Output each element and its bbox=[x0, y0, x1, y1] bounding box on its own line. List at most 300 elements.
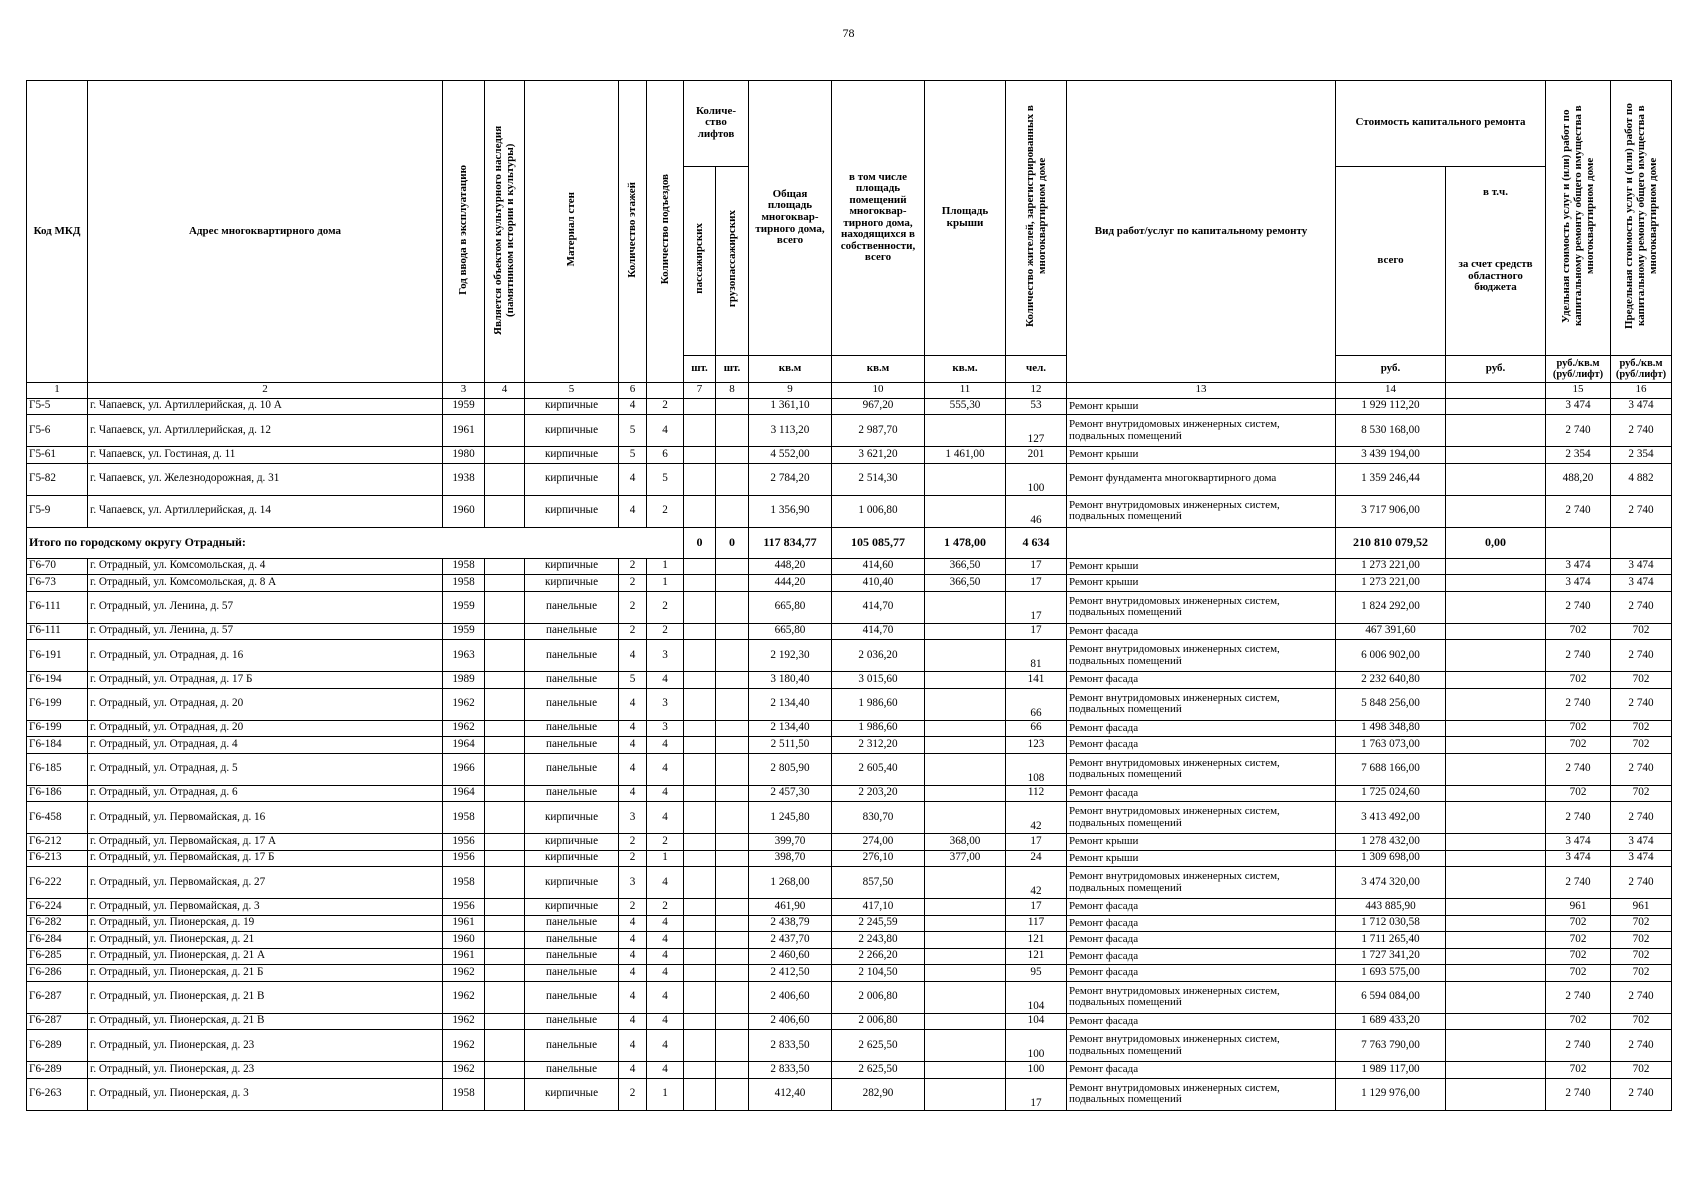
col-limit-cost-header: Предельная стоимость услуг и (или) работ по капитальному ремонту общего имущества в многоквартирном доме bbox=[1611, 81, 1672, 356]
row-lifts-cargo bbox=[716, 1078, 749, 1110]
row-lifts-cargo bbox=[716, 720, 749, 737]
row-owned-area: 2 203,20 bbox=[832, 785, 925, 802]
row-owned-area: 857,50 bbox=[832, 867, 925, 899]
row-roof-area bbox=[925, 1030, 1006, 1062]
rows-chapaevsk bbox=[27, 398, 1672, 527]
row-work-type: Ремонт фасада bbox=[1067, 932, 1336, 949]
row-lifts-pass bbox=[684, 688, 716, 720]
table-row bbox=[27, 981, 1672, 1013]
row-code: Г6-199 bbox=[27, 688, 88, 720]
row-cost-total: 1 273 221,00 bbox=[1336, 558, 1446, 575]
row-limit-cost: 702 bbox=[1611, 623, 1672, 640]
row-lifts-cargo bbox=[716, 591, 749, 623]
row-entrances: 4 bbox=[647, 672, 684, 689]
row-heritage bbox=[485, 867, 525, 899]
total-row bbox=[27, 527, 1672, 558]
row-heritage bbox=[485, 447, 525, 464]
row-heritage bbox=[485, 785, 525, 802]
row-total-area: 2 134,40 bbox=[749, 720, 832, 737]
row-work-type: Ремонт внутридомовых инженерных систем, подвальных помещений bbox=[1067, 753, 1336, 785]
row-lifts-cargo bbox=[716, 981, 749, 1013]
row-year: 1959 bbox=[443, 591, 485, 623]
row-floors: 4 bbox=[619, 688, 647, 720]
row-floors: 4 bbox=[619, 965, 647, 982]
row-lifts-pass bbox=[684, 591, 716, 623]
row-material: кирпичные bbox=[525, 575, 619, 592]
row-owned-area: 3 621,20 bbox=[832, 447, 925, 464]
regional-budget-label: за счет средств областного бюджета bbox=[1458, 257, 1533, 294]
row-year: 1960 bbox=[443, 495, 485, 527]
row-cost-total: 3 413 492,00 bbox=[1336, 802, 1446, 834]
table-row bbox=[27, 850, 1672, 867]
row-lifts-pass bbox=[684, 948, 716, 965]
row-material: кирпичные bbox=[525, 398, 619, 415]
row-lifts-pass bbox=[684, 672, 716, 689]
row-heritage bbox=[485, 850, 525, 867]
row-material: кирпичные bbox=[525, 447, 619, 464]
row-limit-cost: 2 740 bbox=[1611, 640, 1672, 672]
row-owned-area: 2 006,80 bbox=[832, 1013, 925, 1030]
row-lifts-pass bbox=[684, 415, 716, 447]
row-residents: 104 bbox=[1006, 1013, 1067, 1030]
total-lifts-pass: 0 bbox=[684, 527, 716, 558]
row-floors: 4 bbox=[619, 737, 647, 754]
row-lifts-pass bbox=[684, 737, 716, 754]
row-unit-cost: 702 bbox=[1546, 1062, 1611, 1079]
row-entrances: 3 bbox=[647, 688, 684, 720]
row-cost-regional bbox=[1446, 688, 1546, 720]
row-cost-total: 443 885,90 bbox=[1336, 899, 1446, 916]
col-work-type-header: Вид работ/услуг по капитальному ремонту bbox=[1067, 81, 1336, 383]
row-heritage bbox=[485, 688, 525, 720]
row-unit-cost: 3 474 bbox=[1546, 575, 1611, 592]
row-lifts-cargo bbox=[716, 463, 749, 495]
row-roof-area bbox=[925, 965, 1006, 982]
row-lifts-pass bbox=[684, 1013, 716, 1030]
row-limit-cost: 702 bbox=[1611, 1062, 1672, 1079]
row-lifts-pass bbox=[684, 915, 716, 932]
row-limit-cost: 2 740 bbox=[1611, 688, 1672, 720]
row-material: кирпичные bbox=[525, 899, 619, 916]
row-limit-cost: 2 740 bbox=[1611, 415, 1672, 447]
row-cost-total: 8 530 168,00 bbox=[1336, 415, 1446, 447]
row-code: Г6-73 bbox=[27, 575, 88, 592]
row-total-area: 2 460,60 bbox=[749, 948, 832, 965]
row-heritage bbox=[485, 415, 525, 447]
total-cost: 210 810 079,52 bbox=[1336, 527, 1446, 558]
row-limit-cost: 702 bbox=[1611, 915, 1672, 932]
row-cost-total: 1 929 112,20 bbox=[1336, 398, 1446, 415]
row-cost-regional bbox=[1446, 447, 1546, 464]
row-heritage bbox=[485, 737, 525, 754]
row-lifts-pass bbox=[684, 981, 716, 1013]
row-material: панельные bbox=[525, 753, 619, 785]
table-row bbox=[27, 965, 1672, 982]
row-cost-regional bbox=[1446, 737, 1546, 754]
row-entrances: 1 bbox=[647, 558, 684, 575]
row-code: Г6-222 bbox=[27, 867, 88, 899]
row-roof-area bbox=[925, 753, 1006, 785]
row-year: 1961 bbox=[443, 415, 485, 447]
row-unit-cost: 2 740 bbox=[1546, 495, 1611, 527]
row-residents: 117 bbox=[1006, 915, 1067, 932]
row-owned-area: 274,00 bbox=[832, 834, 925, 851]
row-code: Г6-224 bbox=[27, 899, 88, 916]
row-work-type: Ремонт фасада bbox=[1067, 672, 1336, 689]
row-total-area: 3 180,40 bbox=[749, 672, 832, 689]
row-cost-regional bbox=[1446, 867, 1546, 899]
row-total-area: 412,40 bbox=[749, 1078, 832, 1110]
row-lifts-cargo bbox=[716, 737, 749, 754]
row-heritage bbox=[485, 1078, 525, 1110]
row-total-area: 461,90 bbox=[749, 899, 832, 916]
row-limit-cost: 961 bbox=[1611, 899, 1672, 916]
row-address: г. Отрадный, ул. Отрадная, д. 16 bbox=[88, 640, 443, 672]
row-material: панельные bbox=[525, 915, 619, 932]
row-limit-cost: 3 474 bbox=[1611, 575, 1672, 592]
table-row bbox=[27, 737, 1672, 754]
row-unit-cost: 702 bbox=[1546, 948, 1611, 965]
table-row bbox=[27, 447, 1672, 464]
row-floors: 2 bbox=[619, 623, 647, 640]
col-heritage-header: Является объектом культурного наследия (памятником истории и культуры) bbox=[485, 81, 525, 383]
row-limit-cost: 702 bbox=[1611, 1013, 1672, 1030]
row-entrances: 4 bbox=[647, 867, 684, 899]
table-row bbox=[27, 463, 1672, 495]
row-limit-cost: 702 bbox=[1611, 737, 1672, 754]
row-roof-area: 1 461,00 bbox=[925, 447, 1006, 464]
row-cost-total: 3 717 906,00 bbox=[1336, 495, 1446, 527]
total-section bbox=[27, 527, 1672, 558]
row-entrances: 2 bbox=[647, 834, 684, 851]
row-lifts-pass bbox=[684, 398, 716, 415]
table-row bbox=[27, 415, 1672, 447]
row-residents: 123 bbox=[1006, 737, 1067, 754]
row-lifts-pass bbox=[684, 640, 716, 672]
row-lifts-cargo bbox=[716, 753, 749, 785]
row-floors: 3 bbox=[619, 802, 647, 834]
row-material: панельные bbox=[525, 785, 619, 802]
row-total-area: 2 784,20 bbox=[749, 463, 832, 495]
row-unit-cost: 2 740 bbox=[1546, 1078, 1611, 1110]
row-limit-cost: 2 740 bbox=[1611, 981, 1672, 1013]
row-work-type: Ремонт фасада bbox=[1067, 1062, 1336, 1079]
row-material: панельные bbox=[525, 672, 619, 689]
row-unit-cost: 2 740 bbox=[1546, 981, 1611, 1013]
row-lifts-cargo bbox=[716, 688, 749, 720]
row-total-area: 1 361,10 bbox=[749, 398, 832, 415]
row-residents: 100 bbox=[1006, 463, 1067, 495]
row-lifts-pass bbox=[684, 1062, 716, 1079]
total-cost-regional: 0,00 bbox=[1446, 527, 1546, 558]
row-unit-cost: 2 740 bbox=[1546, 753, 1611, 785]
row-code: Г6-194 bbox=[27, 672, 88, 689]
row-cost-total: 1 273 221,00 bbox=[1336, 575, 1446, 592]
row-lifts-cargo bbox=[716, 915, 749, 932]
row-owned-area: 1 986,60 bbox=[832, 720, 925, 737]
row-lifts-cargo bbox=[716, 1030, 749, 1062]
table-row bbox=[27, 1078, 1672, 1110]
table-row bbox=[27, 899, 1672, 916]
row-limit-cost: 3 474 bbox=[1611, 834, 1672, 851]
unit-pcs: шт. bbox=[684, 355, 716, 382]
row-address: г. Отрадный, ул. Отрадная, д. 4 bbox=[88, 737, 443, 754]
row-cost-total: 3 439 194,00 bbox=[1336, 447, 1446, 464]
table-row bbox=[27, 785, 1672, 802]
row-cost-total: 5 848 256,00 bbox=[1336, 688, 1446, 720]
row-address: г. Отрадный, ул. Первомайская, д. 17 А bbox=[88, 834, 443, 851]
capital-repair-table bbox=[26, 80, 1672, 1111]
row-address: г. Чапаевск, ул. Железнодорожная, д. 31 bbox=[88, 463, 443, 495]
row-total-area: 2 457,30 bbox=[749, 785, 832, 802]
row-cost-regional bbox=[1446, 575, 1546, 592]
row-lifts-cargo bbox=[716, 802, 749, 834]
row-lifts-cargo bbox=[716, 398, 749, 415]
row-floors: 2 bbox=[619, 575, 647, 592]
col-lifts-header: Количе-ство лифтов bbox=[684, 81, 749, 167]
row-code: Г6-289 bbox=[27, 1030, 88, 1062]
row-total-area: 448,20 bbox=[749, 558, 832, 575]
col-year-header: Год ввода в эксплуатацию bbox=[443, 81, 485, 383]
table-row bbox=[27, 398, 1672, 415]
row-residents: 17 bbox=[1006, 575, 1067, 592]
row-year: 1962 bbox=[443, 981, 485, 1013]
row-address: г. Чапаевск, ул. Гостиная, д. 11 bbox=[88, 447, 443, 464]
row-material: кирпичные bbox=[525, 1078, 619, 1110]
row-address: г. Чапаевск, ул. Артиллерийская, д. 14 bbox=[88, 495, 443, 527]
col-material-header: Материал стен bbox=[525, 81, 619, 383]
row-code: Г6-111 bbox=[27, 591, 88, 623]
row-work-type: Ремонт фасада bbox=[1067, 720, 1336, 737]
row-material: панельные bbox=[525, 737, 619, 754]
row-year: 1958 bbox=[443, 1078, 485, 1110]
row-residents: 17 bbox=[1006, 558, 1067, 575]
row-limit-cost: 2 740 bbox=[1611, 753, 1672, 785]
row-residents: 201 bbox=[1006, 447, 1067, 464]
row-material: панельные bbox=[525, 591, 619, 623]
table-row bbox=[27, 834, 1672, 851]
row-material: кирпичные bbox=[525, 495, 619, 527]
row-work-type: Ремонт внутридомовых инженерных систем, подвальных помещений bbox=[1067, 1030, 1336, 1062]
row-address: г. Отрадный, ул. Ленина, д. 57 bbox=[88, 591, 443, 623]
row-work-type: Ремонт фасада bbox=[1067, 965, 1336, 982]
row-year: 1964 bbox=[443, 737, 485, 754]
row-work-type: Ремонт внутридомовых инженерных систем, подвальных помещений bbox=[1067, 867, 1336, 899]
row-limit-cost: 702 bbox=[1611, 672, 1672, 689]
row-roof-area bbox=[925, 672, 1006, 689]
row-owned-area: 276,10 bbox=[832, 850, 925, 867]
row-year: 1980 bbox=[443, 447, 485, 464]
row-cost-regional bbox=[1446, 623, 1546, 640]
table-row bbox=[27, 495, 1672, 527]
row-year: 1963 bbox=[443, 640, 485, 672]
unit-rate: руб./кв.м (руб/лифт) bbox=[1611, 355, 1672, 382]
col-residents-header: Количество жителей, зарегистрированных в многоквартирном доме bbox=[1006, 81, 1067, 356]
row-material: панельные bbox=[525, 623, 619, 640]
row-year: 1956 bbox=[443, 834, 485, 851]
row-work-type: Ремонт крыши bbox=[1067, 447, 1336, 464]
row-cost-regional bbox=[1446, 640, 1546, 672]
row-year: 1956 bbox=[443, 850, 485, 867]
row-owned-area: 2 266,20 bbox=[832, 948, 925, 965]
row-entrances: 4 bbox=[647, 948, 684, 965]
row-code: Г6-458 bbox=[27, 802, 88, 834]
row-roof-area bbox=[925, 463, 1006, 495]
row-owned-area: 2 006,80 bbox=[832, 981, 925, 1013]
row-unit-cost: 702 bbox=[1546, 672, 1611, 689]
row-floors: 2 bbox=[619, 591, 647, 623]
row-cost-regional bbox=[1446, 463, 1546, 495]
unit-rate: руб./кв.м (руб/лифт) bbox=[1546, 355, 1611, 382]
row-year: 1958 bbox=[443, 575, 485, 592]
row-lifts-pass bbox=[684, 965, 716, 982]
row-floors: 5 bbox=[619, 447, 647, 464]
row-floors: 2 bbox=[619, 834, 647, 851]
row-limit-cost: 702 bbox=[1611, 948, 1672, 965]
row-lifts-cargo bbox=[716, 415, 749, 447]
row-lifts-cargo bbox=[716, 850, 749, 867]
row-total-area: 2 437,70 bbox=[749, 932, 832, 949]
row-heritage bbox=[485, 495, 525, 527]
row-year: 1958 bbox=[443, 867, 485, 899]
row-lifts-pass bbox=[684, 899, 716, 916]
row-work-type: Ремонт внутридомовых инженерных систем, подвальных помещений bbox=[1067, 981, 1336, 1013]
row-address: г. Отрадный, ул. Первомайская, д. 27 bbox=[88, 867, 443, 899]
row-owned-area: 1 006,80 bbox=[832, 495, 925, 527]
row-material: кирпичные bbox=[525, 834, 619, 851]
row-cost-regional bbox=[1446, 1078, 1546, 1110]
row-heritage bbox=[485, 623, 525, 640]
row-floors: 4 bbox=[619, 932, 647, 949]
row-address: г. Отрадный, ул. Пионерская, д. 21 А bbox=[88, 948, 443, 965]
row-cost-total: 1 725 024,60 bbox=[1336, 785, 1446, 802]
row-cost-regional bbox=[1446, 591, 1546, 623]
row-heritage bbox=[485, 1030, 525, 1062]
row-residents: 46 bbox=[1006, 495, 1067, 527]
total-lifts-cargo: 0 bbox=[716, 527, 749, 558]
row-cost-regional bbox=[1446, 834, 1546, 851]
row-roof-area bbox=[925, 802, 1006, 834]
total-label: Итого по городскому округу Отрадный: bbox=[27, 527, 684, 558]
rows-otradny bbox=[27, 558, 1672, 1110]
row-cost-total: 1 989 117,00 bbox=[1336, 1062, 1446, 1079]
row-owned-area: 2 625,50 bbox=[832, 1062, 925, 1079]
row-total-area: 2 406,60 bbox=[749, 981, 832, 1013]
col-lifts-pass-header: пассажирских bbox=[684, 166, 716, 355]
row-address: г. Отрадный, ул. Пионерская, д. 19 bbox=[88, 915, 443, 932]
row-total-area: 2 805,90 bbox=[749, 753, 832, 785]
row-limit-cost: 3 474 bbox=[1611, 850, 1672, 867]
unit-pcs: шт. bbox=[716, 355, 749, 382]
row-lifts-cargo bbox=[716, 640, 749, 672]
row-material: панельные bbox=[525, 720, 619, 737]
row-work-type: Ремонт фундамента многоквартирного дома bbox=[1067, 463, 1336, 495]
row-work-type: Ремонт крыши bbox=[1067, 850, 1336, 867]
row-year: 1962 bbox=[443, 1062, 485, 1079]
row-cost-total: 1 129 976,00 bbox=[1336, 1078, 1446, 1110]
row-unit-cost: 702 bbox=[1546, 785, 1611, 802]
row-cost-regional bbox=[1446, 932, 1546, 949]
row-entrances: 2 bbox=[647, 899, 684, 916]
row-entrances: 4 bbox=[647, 932, 684, 949]
row-code: Г5-5 bbox=[27, 398, 88, 415]
row-residents: 104 bbox=[1006, 981, 1067, 1013]
row-lifts-cargo bbox=[716, 623, 749, 640]
row-code: Г6-185 bbox=[27, 753, 88, 785]
row-code: Г6-287 bbox=[27, 981, 88, 1013]
row-address: г. Отрадный, ул. Пионерская, д. 21 В bbox=[88, 981, 443, 1013]
row-limit-cost: 702 bbox=[1611, 932, 1672, 949]
row-owned-area: 1 986,60 bbox=[832, 688, 925, 720]
row-address: г. Отрадный, ул. Пионерская, д. 21 bbox=[88, 932, 443, 949]
row-cost-regional bbox=[1446, 915, 1546, 932]
row-code: Г5-82 bbox=[27, 463, 88, 495]
row-floors: 4 bbox=[619, 753, 647, 785]
row-entrances: 4 bbox=[647, 415, 684, 447]
row-code: Г6-286 bbox=[27, 965, 88, 982]
row-address: г. Отрадный, ул. Первомайская, д. 16 bbox=[88, 802, 443, 834]
row-code: Г6-191 bbox=[27, 640, 88, 672]
row-roof-area bbox=[925, 932, 1006, 949]
row-entrances: 4 bbox=[647, 1013, 684, 1030]
row-code: Г6-282 bbox=[27, 915, 88, 932]
total-residents: 4 634 bbox=[1006, 527, 1067, 558]
row-entrances: 3 bbox=[647, 720, 684, 737]
row-code: Г6-263 bbox=[27, 1078, 88, 1110]
incl-label: в т.ч. bbox=[1483, 186, 1508, 199]
row-lifts-cargo bbox=[716, 965, 749, 982]
row-roof-area bbox=[925, 591, 1006, 623]
row-unit-cost: 2 740 bbox=[1546, 591, 1611, 623]
col-entrances-header: Количество подъездов bbox=[647, 81, 684, 383]
row-entrances: 2 bbox=[647, 495, 684, 527]
row-entrances: 1 bbox=[647, 850, 684, 867]
row-address: г. Отрадный, ул. Отрадная, д. 6 bbox=[88, 785, 443, 802]
row-lifts-pass bbox=[684, 447, 716, 464]
row-floors: 2 bbox=[619, 850, 647, 867]
row-address: г. Отрадный, ул. Комсомольская, д. 4 bbox=[88, 558, 443, 575]
row-roof-area bbox=[925, 737, 1006, 754]
row-floors: 4 bbox=[619, 1030, 647, 1062]
row-unit-cost: 3 474 bbox=[1546, 398, 1611, 415]
row-code: Г6-70 bbox=[27, 558, 88, 575]
row-residents: 17 bbox=[1006, 834, 1067, 851]
row-owned-area: 830,70 bbox=[832, 802, 925, 834]
row-material: панельные bbox=[525, 948, 619, 965]
row-year: 1964 bbox=[443, 785, 485, 802]
row-cost-regional bbox=[1446, 495, 1546, 527]
row-owned-area: 2 312,20 bbox=[832, 737, 925, 754]
row-residents: 17 bbox=[1006, 591, 1067, 623]
row-cost-total: 7 763 790,00 bbox=[1336, 1030, 1446, 1062]
row-cost-regional bbox=[1446, 558, 1546, 575]
row-year: 1958 bbox=[443, 558, 485, 575]
row-lifts-pass bbox=[684, 867, 716, 899]
row-roof-area bbox=[925, 785, 1006, 802]
row-year: 1962 bbox=[443, 1030, 485, 1062]
col-floors-header: Количество этажей bbox=[619, 81, 647, 383]
page-number: 78 bbox=[842, 26, 855, 40]
row-owned-area: 2 987,70 bbox=[832, 415, 925, 447]
row-roof-area bbox=[925, 899, 1006, 916]
row-heritage bbox=[485, 834, 525, 851]
row-owned-area: 2 104,50 bbox=[832, 965, 925, 982]
row-entrances: 5 bbox=[647, 463, 684, 495]
row-unit-cost: 2 740 bbox=[1546, 415, 1611, 447]
row-work-type: Ремонт крыши bbox=[1067, 398, 1336, 415]
row-residents: 141 bbox=[1006, 672, 1067, 689]
row-heritage bbox=[485, 965, 525, 982]
